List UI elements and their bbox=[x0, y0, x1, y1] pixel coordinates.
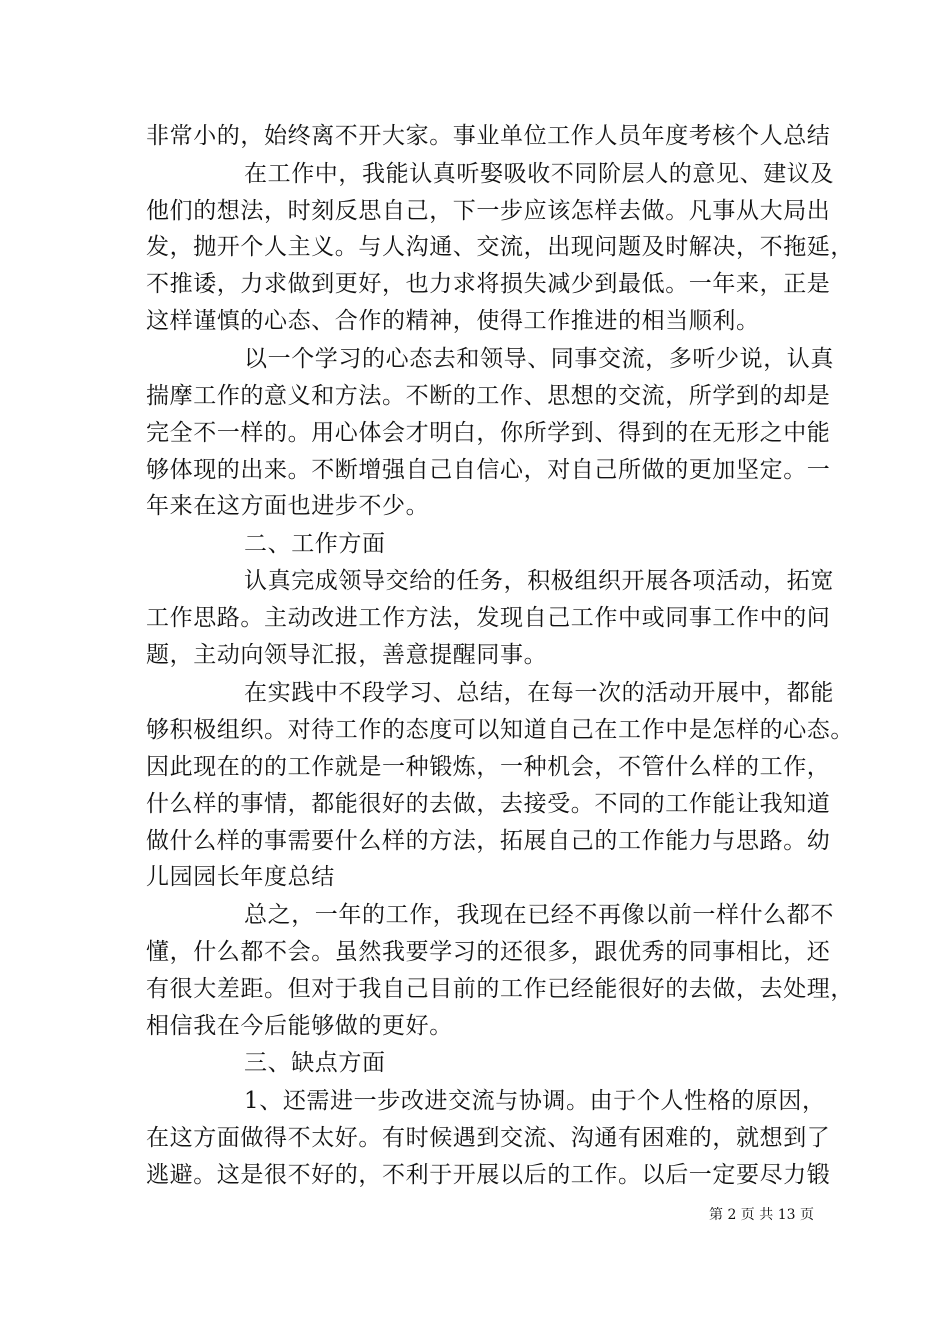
text-line: 儿园园长年度总结 bbox=[146, 864, 335, 890]
text-line: 非常小的，始终离不开大家。事业单位工作人员年度考核个人总结 bbox=[146, 123, 831, 149]
text-line: 发，抛开个人主义。与人沟通、交流，出现问题及时解决，不拖延， bbox=[146, 234, 854, 260]
text-line: 够体现的出来。不断增强自己自信心，对自己所做的更加坚定。一 bbox=[146, 457, 831, 483]
section-heading: 三、缺点方面 bbox=[244, 1050, 386, 1076]
text-line: 做什么样的事需要什么样的方法，拓展自己的工作能力与思路。幼 bbox=[146, 828, 831, 854]
text-line: 以一个学习的心态去和领导、同事交流，多听少说，认真 bbox=[244, 346, 834, 372]
text-line: 认真完成领导交给的任务，积极组织开展各项活动，拓宽 bbox=[244, 568, 834, 594]
text-line: 完全不一样的。用心体会才明白，你所学到、得到的在无形之中能 bbox=[146, 420, 831, 446]
text-line: 相信我在今后能够做的更好。 bbox=[146, 1013, 453, 1039]
page-number-footer: 第 2 页 共 13 页 bbox=[709, 1207, 814, 1223]
text-line: 工作思路。主动改进工作方法，发现自己工作中或同事工作中的问 bbox=[146, 605, 831, 631]
section-heading: 二、工作方面 bbox=[244, 531, 386, 557]
text-line: 什么样的事情，都能很好的去做，去接受。不同的工作能让我知道 bbox=[146, 791, 831, 817]
text-line: 1、还需进一步改进交流与协调。由于个人性格的原因， bbox=[244, 1088, 826, 1114]
text-line: 够积极组织。对待工作的态度可以知道自己在工作中是怎样的心态。 bbox=[146, 717, 854, 743]
text-line: 揣摩工作的意义和方法。不断的工作、思想的交流，所学到的却是 bbox=[146, 383, 831, 409]
text-line: 在实践中不段学习、总结，在每一次的活动开展中，都能 bbox=[244, 680, 834, 706]
text-line: 这样谨慎的心态、合作的精神，使得工作推进的相当顺利。 bbox=[146, 308, 760, 334]
text-line: 不推诿，力求做到更好，也力求将损失减少到最低。一年来，正是 bbox=[146, 271, 831, 297]
text-line: 在工作中，我能认真听娶吸收不同阶层人的意见、建议及 bbox=[244, 161, 834, 187]
text-line: 在这方面做得不太好。有时候遇到交流、沟通有困难的，就想到了 bbox=[146, 1125, 831, 1151]
text-line: 逃避。这是很不好的，不利于开展以后的工作。以后一定要尽力锻 bbox=[146, 1162, 831, 1188]
text-line: 题，主动向领导汇报，善意提醒同事。 bbox=[146, 642, 548, 668]
text-line: 总之，一年的工作，我现在已经不再像以前一样什么都不 bbox=[244, 902, 834, 928]
text-line: 因此现在的的工作就是一种锻炼，一种机会，不管什么样的工作， bbox=[146, 754, 831, 780]
text-line: 他们的想法，时刻反思自己，下一步应该怎样去做。凡事从大局出 bbox=[146, 198, 831, 224]
text-line: 年来在这方面也进步不少。 bbox=[146, 493, 430, 519]
text-line: 懂，什么都不会。虽然我要学习的还很多，跟优秀的同事相比，还 bbox=[146, 939, 831, 965]
text-line: 有很大差距。但对于我自己目前的工作已经能很好的去做，去处理， bbox=[146, 976, 854, 1002]
